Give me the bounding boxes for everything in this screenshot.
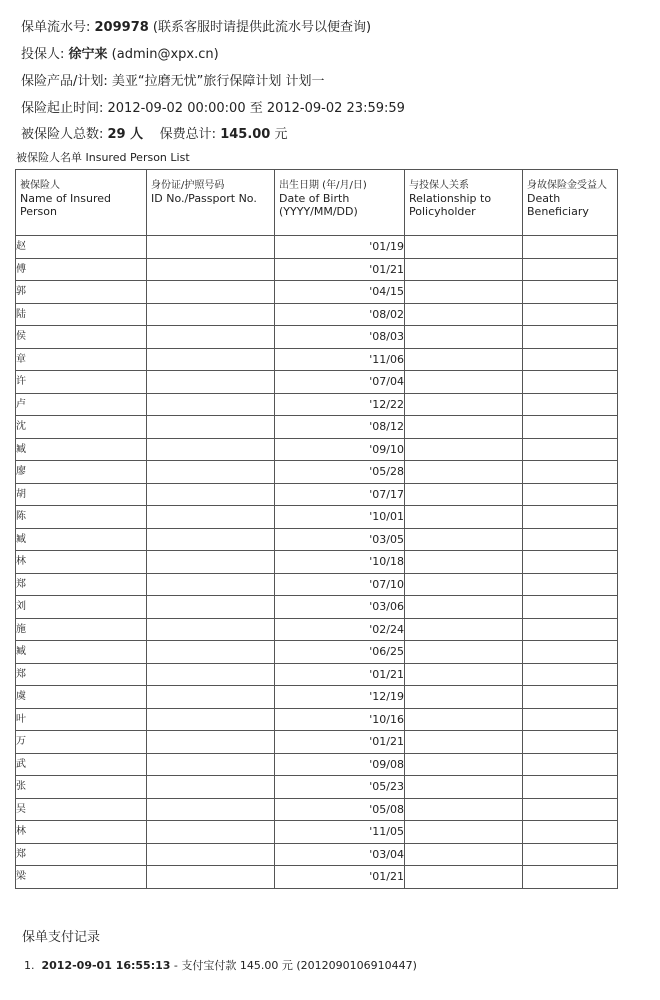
relationship-cell: [405, 753, 523, 776]
insured-name-cell: 臧: [16, 438, 147, 461]
relationship-cell: [405, 618, 523, 641]
insured-name-cell: 虞: [16, 686, 147, 709]
insured-name-cell: 梁: [16, 866, 147, 889]
header-relationship-en: Relationship to Policyholder: [409, 192, 492, 218]
beneficiary-cell: [523, 416, 618, 439]
beneficiary-cell: [523, 483, 618, 506]
relationship-cell: [405, 596, 523, 619]
policy-serial-line: [21, 20, 371, 36]
header-dob-zh: 出生日期 (年/月/日): [279, 180, 367, 191]
id-number-cell: [147, 483, 275, 506]
beneficiary-cell: [523, 393, 618, 416]
premium-label: 保费总计:: [159, 127, 221, 142]
birth-date-cell: '09/08: [275, 753, 405, 776]
birth-date-cell: '08/02: [275, 303, 405, 326]
id-number-cell: [147, 708, 275, 731]
birth-date-cell: '05/08: [275, 798, 405, 821]
id-number-cell: [147, 843, 275, 866]
table-row: [16, 798, 618, 821]
beneficiary-cell: [523, 236, 618, 259]
table-row: [16, 528, 618, 551]
insured-name-cell: 陈: [16, 506, 147, 529]
beneficiary-cell: [523, 843, 618, 866]
premium-value: 145.00: [220, 127, 271, 142]
table-row: [16, 416, 618, 439]
id-number-cell: [147, 596, 275, 619]
birth-date-cell: '08/03: [275, 326, 405, 349]
birth-date-cell: '12/22: [275, 393, 405, 416]
id-number-cell: [147, 461, 275, 484]
relationship-cell: [405, 281, 523, 304]
beneficiary-cell: [523, 708, 618, 731]
insured-name-cell: 吴: [16, 798, 147, 821]
table-row: [16, 506, 618, 529]
insured-name-cell: 万: [16, 731, 147, 754]
policy-totals-line: [21, 127, 288, 143]
relationship-cell: [405, 731, 523, 754]
insured-name-cell: 张: [16, 776, 147, 799]
birth-date-cell: '05/28: [275, 461, 405, 484]
relationship-cell: [405, 798, 523, 821]
product-value: 美亚“拉磨无忧”旅行保障计划 计划一: [111, 74, 325, 89]
period-value: 2012-09-02 00:00:00 至 2012-09-02 23:59:59: [107, 101, 405, 116]
insured-name-cell: 郭: [16, 281, 147, 304]
relationship-cell: [405, 258, 523, 281]
id-number-cell: [147, 528, 275, 551]
beneficiary-cell: [523, 866, 618, 889]
insured-name-cell: 郑: [16, 843, 147, 866]
table-row: [16, 303, 618, 326]
table-row: [16, 866, 618, 889]
birth-date-cell: '01/21: [275, 663, 405, 686]
birth-date-cell: '01/21: [275, 731, 405, 754]
payment-record-item: [24, 959, 417, 972]
id-number-cell: [147, 821, 275, 844]
table-row: [16, 776, 618, 799]
birth-date-cell: '03/04: [275, 843, 405, 866]
table-row: [16, 438, 618, 461]
beneficiary-cell: [523, 551, 618, 574]
id-number-cell: [147, 326, 275, 349]
premium-unit: 元: [270, 127, 288, 142]
birth-date-cell: '03/05: [275, 528, 405, 551]
birth-date-cell: '11/06: [275, 348, 405, 371]
birth-date-cell: '01/21: [275, 866, 405, 889]
birth-date-cell: '10/01: [275, 506, 405, 529]
header-name: [16, 170, 147, 236]
table-row: [16, 843, 618, 866]
id-number-cell: [147, 393, 275, 416]
birth-date-cell: '05/23: [275, 776, 405, 799]
beneficiary-cell: [523, 506, 618, 529]
holder-name: 徐宁来: [68, 47, 108, 62]
table-row: [16, 618, 618, 641]
holder-email: (admin@xpx.cn): [107, 47, 219, 62]
birth-date-cell: '01/21: [275, 258, 405, 281]
insured-name-cell: 叶: [16, 708, 147, 731]
id-number-cell: [147, 753, 275, 776]
beneficiary-cell: [523, 663, 618, 686]
serial-label: 保单流水号:: [21, 20, 95, 35]
id-number-cell: [147, 416, 275, 439]
insured-name-cell: 卢: [16, 393, 147, 416]
relationship-cell: [405, 303, 523, 326]
relationship-cell: [405, 551, 523, 574]
relationship-cell: [405, 348, 523, 371]
holder-label: 投保人:: [21, 47, 69, 62]
beneficiary-cell: [523, 753, 618, 776]
beneficiary-cell: [523, 731, 618, 754]
header-id: [147, 170, 275, 236]
relationship-cell: [405, 326, 523, 349]
id-number-cell: [147, 303, 275, 326]
insured-name-cell: 刘: [16, 596, 147, 619]
id-number-cell: [147, 866, 275, 889]
insured-name-cell: 章: [16, 348, 147, 371]
insured-name-cell: 郑: [16, 663, 147, 686]
insured-name-cell: 胡: [16, 483, 147, 506]
relationship-cell: [405, 438, 523, 461]
table-row: [16, 281, 618, 304]
insured-name-cell: 施: [16, 618, 147, 641]
header-dob-en: Date of Birth (YYYY/MM/DD): [279, 192, 358, 218]
table-row: [16, 641, 618, 664]
relationship-cell: [405, 686, 523, 709]
relationship-cell: [405, 641, 523, 664]
beneficiary-cell: [523, 461, 618, 484]
header-relationship-zh: 与投保人关系: [409, 180, 469, 191]
beneficiary-cell: [523, 573, 618, 596]
header-beneficiary-zh: 身故保险金受益人: [527, 180, 607, 191]
table-row: [16, 573, 618, 596]
beneficiary-cell: [523, 798, 618, 821]
count-label: 被保险人总数:: [21, 127, 108, 142]
table-row: [16, 348, 618, 371]
id-number-cell: [147, 798, 275, 821]
header-id-en: ID No./Passport No.: [151, 192, 257, 205]
table-row: [16, 258, 618, 281]
insured-name-cell: 林: [16, 551, 147, 574]
relationship-cell: [405, 393, 523, 416]
insured-name-cell: 陆: [16, 303, 147, 326]
insured-name-cell: 沈: [16, 416, 147, 439]
beneficiary-cell: [523, 438, 618, 461]
beneficiary-cell: [523, 596, 618, 619]
header-name-zh: 被保险人: [20, 180, 60, 191]
beneficiary-cell: [523, 371, 618, 394]
birth-date-cell: '04/15: [275, 281, 405, 304]
insured-name-cell: 臧: [16, 528, 147, 551]
serial-note: (联系客服时请提供此流水号以便查询): [148, 20, 372, 35]
id-number-cell: [147, 731, 275, 754]
period-label: 保险起止时间:: [21, 101, 108, 116]
beneficiary-cell: [523, 821, 618, 844]
header-beneficiary-en: Death Beneficiary: [527, 192, 589, 218]
policy-period-line: [21, 101, 405, 117]
table-row: [16, 236, 618, 259]
insured-person-table: [15, 169, 618, 889]
beneficiary-cell: [523, 641, 618, 664]
beneficiary-cell: [523, 686, 618, 709]
table-row: [16, 753, 618, 776]
id-number-cell: [147, 641, 275, 664]
table-row: [16, 663, 618, 686]
id-number-cell: [147, 236, 275, 259]
policy-holder-line: [21, 47, 219, 63]
beneficiary-cell: [523, 776, 618, 799]
insured-name-cell: 赵: [16, 236, 147, 259]
insured-name-cell: 傅: [16, 258, 147, 281]
id-number-cell: [147, 348, 275, 371]
birth-date-cell: '12/19: [275, 686, 405, 709]
id-number-cell: [147, 618, 275, 641]
header-name-en: Name of Insured Person: [20, 192, 111, 218]
table-header-row: [16, 170, 618, 236]
birth-date-cell: '01/19: [275, 236, 405, 259]
relationship-cell: [405, 776, 523, 799]
birth-date-cell: '11/05: [275, 821, 405, 844]
relationship-cell: [405, 663, 523, 686]
insured-name-cell: 廖: [16, 461, 147, 484]
beneficiary-cell: [523, 618, 618, 641]
id-number-cell: [147, 506, 275, 529]
table-row: [16, 326, 618, 349]
birth-date-cell: '02/24: [275, 618, 405, 641]
id-number-cell: [147, 258, 275, 281]
relationship-cell: [405, 461, 523, 484]
table-row: [16, 393, 618, 416]
id-number-cell: [147, 686, 275, 709]
table-row: [16, 686, 618, 709]
insured-rows: [16, 236, 618, 889]
table-row: [16, 483, 618, 506]
beneficiary-cell: [523, 281, 618, 304]
birth-date-cell: '10/16: [275, 708, 405, 731]
beneficiary-cell: [523, 348, 618, 371]
relationship-cell: [405, 821, 523, 844]
beneficiary-cell: [523, 303, 618, 326]
insured-name-cell: 郑: [16, 573, 147, 596]
beneficiary-cell: [523, 528, 618, 551]
header-beneficiary: [523, 170, 618, 236]
insured-name-cell: 许: [16, 371, 147, 394]
table-row: [16, 821, 618, 844]
birth-date-cell: '06/25: [275, 641, 405, 664]
insured-name-cell: 臧: [16, 641, 147, 664]
id-number-cell: [147, 776, 275, 799]
relationship-cell: [405, 708, 523, 731]
insured-name-cell: 侯: [16, 326, 147, 349]
id-number-cell: [147, 281, 275, 304]
beneficiary-cell: [523, 258, 618, 281]
payment-record-time: 2012-09-01 16:55:13: [41, 959, 171, 972]
id-number-cell: [147, 438, 275, 461]
insured-list-title: 被保险人名单 Insured Person List: [16, 151, 190, 164]
relationship-cell: [405, 866, 523, 889]
serial-number: 209978: [94, 20, 149, 35]
table-row: [16, 551, 618, 574]
birth-date-cell: '10/18: [275, 551, 405, 574]
header-id-zh: 身份证/护照号码: [151, 180, 225, 191]
header-dob: [275, 170, 405, 236]
id-number-cell: [147, 663, 275, 686]
table-row: [16, 461, 618, 484]
id-number-cell: [147, 551, 275, 574]
relationship-cell: [405, 573, 523, 596]
relationship-cell: [405, 843, 523, 866]
relationship-cell: [405, 506, 523, 529]
relationship-cell: [405, 236, 523, 259]
birth-date-cell: '03/06: [275, 596, 405, 619]
id-number-cell: [147, 371, 275, 394]
payment-record-index: 1.: [24, 959, 35, 972]
birth-date-cell: '09/10: [275, 438, 405, 461]
relationship-cell: [405, 416, 523, 439]
id-number-cell: [147, 573, 275, 596]
table-row: [16, 708, 618, 731]
birth-date-cell: '08/12: [275, 416, 405, 439]
table-row: [16, 371, 618, 394]
birth-date-cell: '07/17: [275, 483, 405, 506]
relationship-cell: [405, 528, 523, 551]
insured-name-cell: 林: [16, 821, 147, 844]
product-label: 保险产品/计划:: [21, 74, 112, 89]
header-relationship: [405, 170, 523, 236]
insured-name-cell: 武: [16, 753, 147, 776]
relationship-cell: [405, 483, 523, 506]
relationship-cell: [405, 371, 523, 394]
count-value: 29 人: [107, 127, 144, 142]
payment-records-title: 保单支付记录: [22, 930, 101, 945]
payment-record-desc: - 支付宝付款 145.00 元 (2012090106910447): [170, 959, 417, 972]
table-row: [16, 596, 618, 619]
birth-date-cell: '07/10: [275, 573, 405, 596]
birth-date-cell: '07/04: [275, 371, 405, 394]
policy-product-line: [21, 74, 325, 90]
beneficiary-cell: [523, 326, 618, 349]
table-row: [16, 731, 618, 754]
